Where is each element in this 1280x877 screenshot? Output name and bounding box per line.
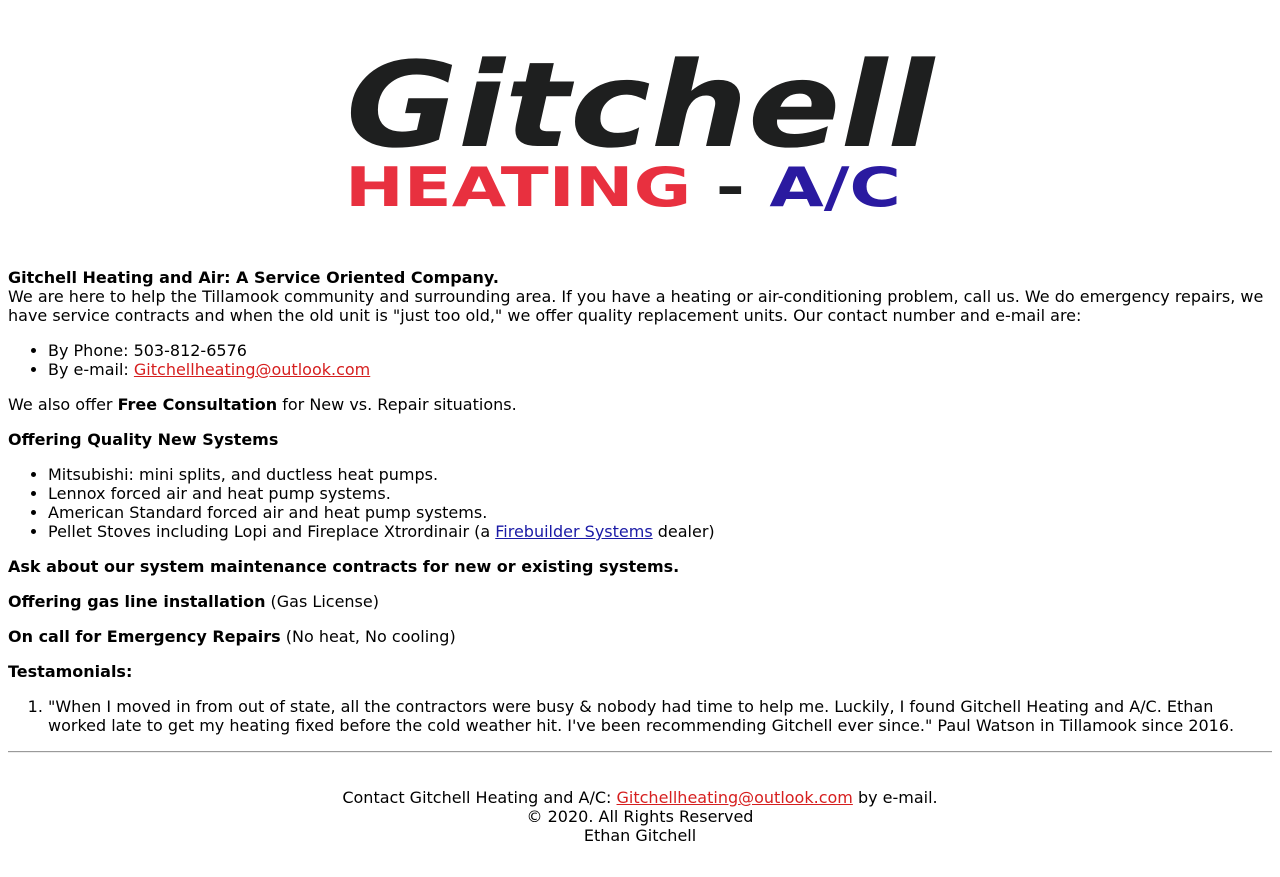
gas-suffix: (Gas License) — [265, 592, 379, 611]
consultation-suffix: for New vs. Repair situations. — [277, 395, 517, 414]
footer-contact — [0, 788, 1280, 807]
consultation-bold: Free Consultation — [117, 395, 278, 414]
emergency-bold: On call for Emergency Repairs — [8, 627, 281, 646]
footer — [0, 753, 1280, 845]
testimonials-list — [8, 697, 1272, 735]
firebuilder-link[interactable]: Firebuilder Systems — [495, 522, 653, 541]
systems-heading — [8, 430, 1272, 449]
contact-list — [8, 341, 1272, 379]
logo-wordmark: Gitchell — [346, 36, 936, 174]
testimonials-heading-text: Testamonials: — [8, 662, 133, 681]
main-content — [0, 268, 1280, 735]
company-logo — [340, 36, 940, 216]
email-item — [48, 360, 1272, 379]
phone-item — [48, 341, 1272, 360]
footer-email-link[interactable]: Gitchellheating@outlook.com — [616, 788, 853, 807]
list-item: • Lennox forced air and heat pump systems. — [48, 484, 1272, 503]
email-label: By e-mail: — [48, 360, 134, 379]
email-link[interactable]: Gitchellheating@outlook.com — [133, 360, 371, 379]
logo-dash: - — [715, 156, 739, 216]
list-item — [48, 522, 1272, 541]
phone-text: By Phone: 503-812-6576 — [48, 341, 247, 360]
pellet-suffix: dealer) — [652, 522, 715, 541]
logo-subtitle — [345, 156, 901, 216]
testimonials-heading — [8, 662, 1272, 681]
testimonial-item: 1. "When I moved in from out of state, all the contractors were busy & nobody had time to help me. Luckily, I found Gitchell Heating and A/C. Ethan worked late to get my heating fixed before the cold weather hit. I've been recommending Gitchell ever since." Paul Watson in Tillamook since 2016. — [48, 697, 1272, 735]
footer-contact-prefix: Contact Gitchell Heating and A/C: — [342, 788, 617, 807]
systems-heading-text: Offering Quality New Systems — [8, 430, 279, 449]
systems-list — [8, 465, 1272, 541]
footer-contact-suffix: by e-mail. — [852, 788, 938, 807]
logo-ac: A/C — [769, 156, 871, 216]
list-item: • American Standard forced air and heat pump systems. — [48, 503, 1272, 522]
consultation-prefix: We also offer — [8, 395, 118, 414]
consultation-line — [8, 395, 1272, 414]
list-item: • Mitsubishi: mini splits, and ductless heat pumps. — [48, 465, 1272, 484]
emergency-line — [8, 627, 1272, 646]
intro-section — [8, 268, 1272, 325]
emergency-suffix: (No heat, No cooling) — [280, 627, 456, 646]
logo-heating: HEATING — [345, 156, 612, 216]
intro-text: We are here to help the Tillamook community and surrounding area. If you have a heating or air-conditioning problem, call us. We do emergency repairs, we have service contracts and when the old unit is "just too old," we offer quality replacement units. Our contact number and e-mail are: — [8, 287, 1264, 325]
author: Ethan Gitchell — [583, 826, 697, 845]
intro-heading: Gitchell Heating and Air: A Service Oriented Company. — [8, 268, 499, 287]
gas-bold: Offering gas line installation — [8, 592, 266, 611]
gas-line — [8, 592, 1272, 611]
copyright: © 2020. All Rights Reserved — [526, 807, 754, 826]
maintenance-line — [8, 557, 1272, 576]
pellet-prefix: Pellet Stoves including Lopi and Fireplace Xtrordinair (a — [48, 522, 496, 541]
maintenance-text: Ask about our system maintenance contracts for new or existing systems. — [8, 557, 680, 576]
logo-banner — [0, 0, 1280, 268]
